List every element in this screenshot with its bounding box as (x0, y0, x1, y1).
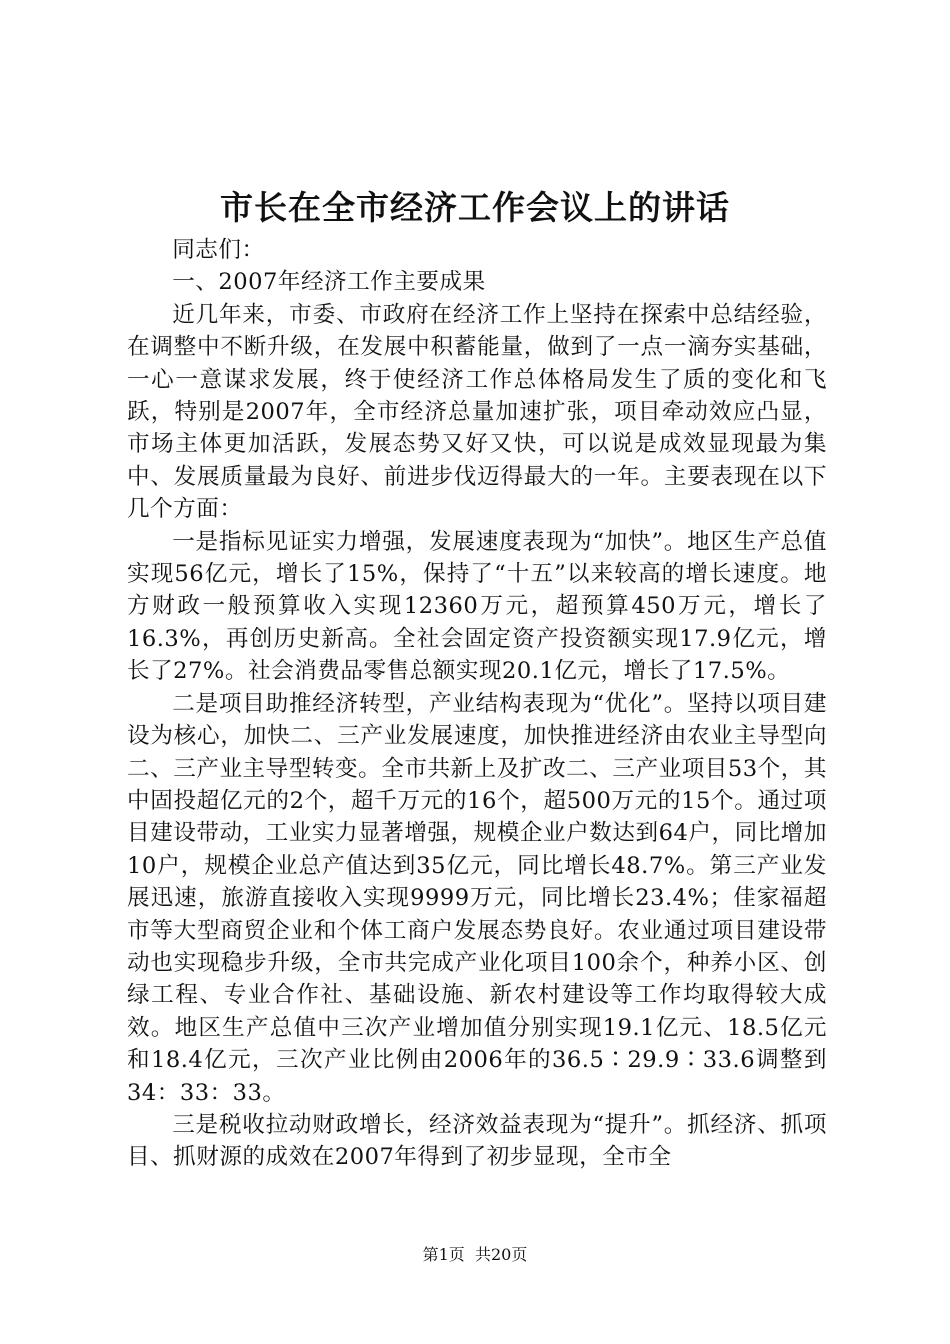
body-paragraph: 三是税收拉动财政增长，经济效益表现为“提升”。抓经济、抓项目、抓财源的成效在2007年得到了初步显现，全市全 (127, 1111, 827, 1171)
page-total: 共20页 (474, 1245, 528, 1264)
document-title: 市长在全市经济工作会议上的讲话 (220, 188, 730, 227)
document-body (127, 234, 827, 1174)
footer-spacer (465, 1245, 475, 1264)
page-number: 第1页 (422, 1245, 465, 1264)
body-paragraph: 近几年来，市委、市政府在经济工作上坚持在探索中总结经验，在调整中不断升级，在发展中积蓄能量，做到了一点一滴夯实基础，一心一意谋求发展，终于使经济工作总体格局发生了质的变化和飞跃，特别是2007年，全市经济总量加速扩张，项目牵动效应凸显，市场主体更加活跃，发展态势又好又快，可以说是成效显现最为集中、发展质量最为良好、前进步伐迈得最大的一年。主要表现在以下几个方面： (127, 301, 827, 523)
body-paragraph: 二是项目助推经济转型，产业结构表现为“优化”。坚持以项目建设为核心，加快二、三产业发展速度，加快推进经济由农业主导型向二、三产业主导型转变。全市共新上及扩改二、三产业项目53个，其中固投超亿元的2个，超千万元的16个，超500万元的15个。通过项目建设带动，工业实力显著增强，规模企业户数达到64户，同比增加10户，规模企业总产值达到35亿元，同比增长48.7%。第三产业发展迅速，旅游直接收入实现9999万元，同比增长23.4%；佳家福超市等大型商贸企业和个体工商户发展态势良好。农业通过项目建设带动也实现稳步升级，全市共完成产业化项目100余个，种养小区、创绿工程、专业合作社、基础设施、新农村建设等工作均取得较大成效。地区生产总值中三次产业增加值分别实现19.1亿元、18.5亿元和18.4亿元，三次产业比例由2006年的36.5∶29.9∶33.6调整到34：33：33。 (127, 690, 827, 1106)
page-footer (0, 1243, 950, 1267)
body-paragraph: 一是指标见证实力增强，发展速度表现为“加快”。地区生产总值实现56亿元，增长了15%，保持了“十五”以来较高的增长速度。地方财政一般预算收入实现12360万元，超预算450万元，增长了16.3%，再创历史新高。全社会固定资产投资额实现17.9亿元，增长了27%。社会消费品零售总额实现20.1亿元，增长了17.5%。 (127, 528, 827, 685)
salutation-paragraph: 同志们： (172, 237, 265, 263)
section-heading: 一、2007年经济工作主要成果 (172, 269, 486, 296)
